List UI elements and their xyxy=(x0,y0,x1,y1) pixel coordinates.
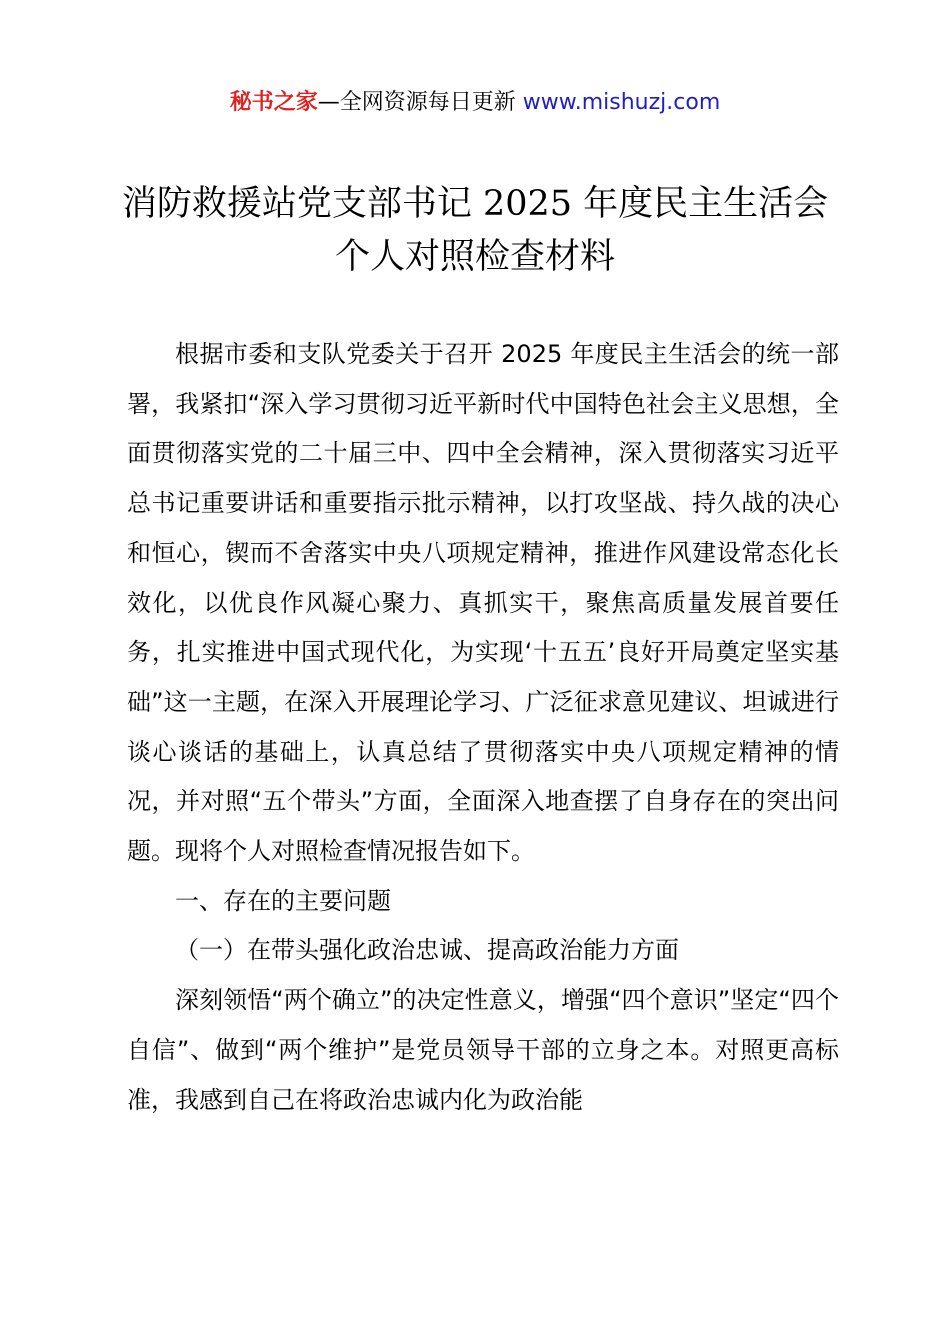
site-brand: 秘书之家 xyxy=(229,90,318,115)
site-url-link[interactable]: www.mishuzj.com xyxy=(522,90,721,115)
section-heading: 一、存在的主要问题 xyxy=(175,886,391,915)
intro-paragraph: 根据市委和支队党委关于召开 2025 年度民主生活会的统一部署，我紧扣“深入学习贯彻习近平新时代中国特色社会主义思想，全面贯彻落实党的二十届三中、四中全会精神，深入贯彻落实习近平总书记重要讲话和重要指示批示精神，以打攻坚战、持久战的决心和恒心，锲而不舍落实中央八项规定精神，推进作风建设常态化长效化，以优良作风凝心聚力、真抓实干，聚焦高质量发展首要任务，扎实推进中国式现代化，为实现‘十五五’良好开局奠定坚实基础”这一主题，在深入开展理论学习、广泛征求意见建议、坦诚进行谈心谈话的基础上，认真总结了贯彻落实中央八项规定精神的情况，并对照“五个带头”方面，全面深入地查摆了自身存在的突出问题。现将个人对照检查情况报告如下。 xyxy=(127,340,839,866)
subsection-heading: （一）在带头强化政治忠诚、提高政治能力方面 xyxy=(175,936,679,965)
title-line-1: 消防救援站党支部书记 2025 年度民主生活会 xyxy=(121,184,829,224)
title-line-2: 个人对照检查材料 xyxy=(334,237,615,277)
site-banner xyxy=(0,86,950,120)
document-body xyxy=(127,330,839,1125)
site-tagline: —全网资源每日更新 xyxy=(317,90,523,115)
document-title xyxy=(60,178,890,284)
body-paragraph: 深刻领悟“两个确立”的决定性意义，增强“四个意识”坚定“四个自信”、做到“两个维护”是党员领导干部的立身之本。对照更高标准，我感到自己在将政治忠诚内化为政治能 xyxy=(127,986,839,1114)
